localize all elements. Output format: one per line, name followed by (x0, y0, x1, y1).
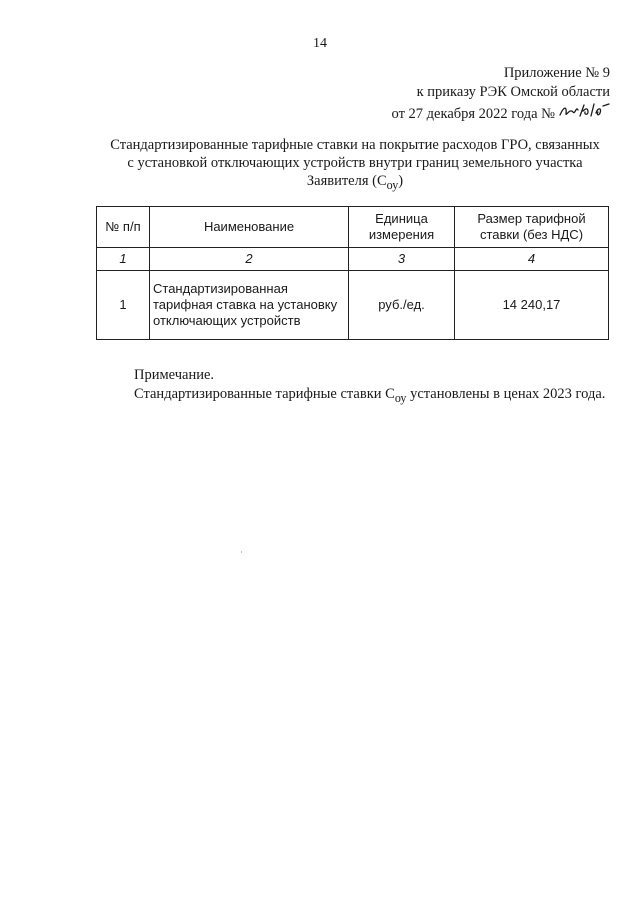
note-section (96, 366, 609, 408)
document-title (90, 136, 620, 194)
row-number: 1 (97, 271, 150, 340)
note-text (96, 385, 609, 408)
title-line-3 (90, 172, 620, 194)
title-line-3-end: ) (398, 173, 404, 189)
appendix-order-date-text: от 27 декабря 2022 года № (391, 106, 555, 122)
handwritten-order-number (558, 102, 610, 118)
row-name: Стандартизированная тарифная ставка на установку отключающих устройств (150, 271, 349, 340)
note-label: Примечание. (134, 367, 215, 383)
note-text-end: установлены в ценах 2023 года. (406, 386, 606, 402)
appendix-number: Приложение № 9 (503, 65, 610, 81)
table-header-row (97, 207, 609, 248)
table-row (97, 271, 609, 340)
header-unit: Единица измерения (349, 207, 455, 248)
column-number: 2 (150, 248, 349, 271)
appendix-order-date (392, 102, 610, 124)
row-rate: 14 240,17 (455, 271, 609, 340)
note-text-start: Стандартизированные тарифные ставки С (134, 386, 395, 402)
column-number: 4 (455, 248, 609, 271)
header-rate: Размер тарифной ставки (без НДС) (455, 207, 609, 248)
title-line-2: с установкой отключающих устройств внутри границ земельного участка (127, 155, 583, 171)
page-number: 14 (313, 36, 327, 51)
tariff-table (96, 206, 609, 340)
title-line-3-text: Заявителя (С (306, 173, 387, 189)
row-unit: руб./ед. (349, 271, 455, 340)
header-number: № п/п (97, 207, 150, 248)
appendix-header (392, 64, 610, 124)
scan-artifact (241, 551, 242, 553)
title-line-1: Стандартизированные тарифные ставки на покрытие расходов ГРО, связанных (110, 137, 600, 153)
column-number: 1 (97, 248, 150, 271)
column-number-row (97, 248, 609, 271)
title-subscript: оу (386, 177, 399, 192)
note-subscript: оу (394, 390, 407, 405)
header-name: Наименование (150, 207, 349, 248)
appendix-order-reference: к приказу РЭК Омской области (416, 84, 610, 100)
column-number: 3 (349, 248, 455, 271)
